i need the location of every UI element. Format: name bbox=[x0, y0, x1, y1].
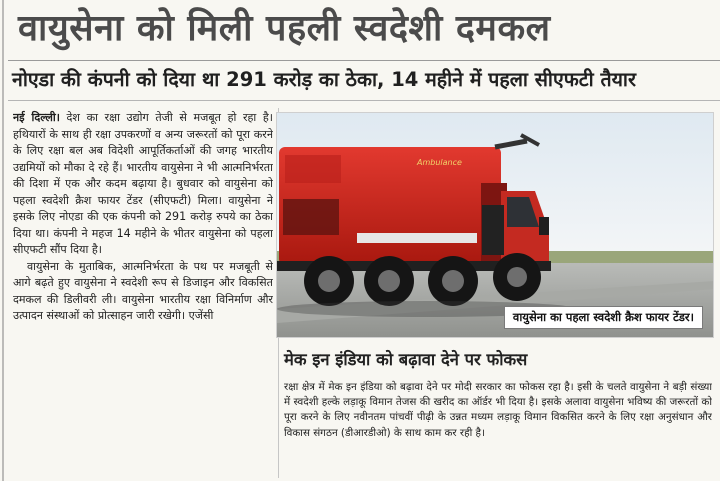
article-paragraph-2 bbox=[13, 259, 273, 325]
fire-tender-photo bbox=[276, 112, 714, 338]
fire-tender-illustration bbox=[277, 113, 714, 338]
sidebar-text: रक्षा क्षेत्र में मेक इन इंडिया को बढ़ावा देने पर मोदी सरकार का फोकस रहा है। इसी के चलते वायुसेना ने बड़ी संख्या में स्वदेशी हल्के लड़ाकू विमान तेजस की खरीद का ऑर्डर भी दिया है। इसके अलावा वायुसेना भविष्य की जरूरतों को पूरा करने के लिए नवीनतम पांचवीं पीढ़ी के उन्नत मध्यम लड़ाकू विमान विकसित करने के लिए रक्षा अनुसंधान और विकास संगठन (डीआरडीओ) के साथ काम कर रही है। bbox=[284, 381, 712, 439]
subheadline-divider bbox=[8, 100, 720, 101]
headline-divider bbox=[8, 60, 720, 61]
sidebar-box bbox=[280, 342, 716, 474]
headline: वायुसेना को मिली पहली स्वदेशी दमकल bbox=[18, 8, 551, 49]
photo-caption: वायुसेना का पहला स्वदेशी क्रैश फायर टेंडर। bbox=[504, 306, 703, 329]
svg-text:Ambulance: Ambulance bbox=[417, 158, 462, 167]
article-paragraph-1 bbox=[13, 110, 273, 259]
subheadline: नोएडा की कंपनी को दिया था 291 करोड़ का ठेका, 14 महीने में पहला सीएफटी तैयार bbox=[12, 68, 636, 91]
agency-credit: एजेंसी bbox=[188, 309, 214, 322]
paragraph-1-text: देश का रक्षा उद्योग तेजी से मजबूत हो रहा है। हथियारों के साथ ही रक्षा उपकरणों व अन्य जरूरतों को पूरा करने के लिए रक्षा बल अब विदेशी आपूर्तिकर्ताओं की जगह भारतीय उद्यमियों को मौका दे रहे हैं। भारतीय वायुसेना ने भी आत्मनिर्भरता की दिशा में एक और कदम बढ़ाया है। बुधवार को वायुसेना को पहला स्वदेशी क्रैश फायर टेंडर (सीएफटी) मिला। वायुसेना ने इसके लिए नोएडा की एक कंपनी को 291 करोड़ रुपये का ठेका दिया था। कंपनी ने महज 14 महीने के भीतर वायुसेना को पहला सीएफटी सौंप दिया है। bbox=[13, 111, 273, 256]
page-edge-rule bbox=[2, 0, 4, 481]
sidebar-title: मेक इन इंडिया को बढ़ावा देने पर फोकस bbox=[284, 350, 528, 369]
dateline: नई दिल्ली। bbox=[13, 111, 60, 124]
article-body bbox=[13, 110, 273, 480]
paragraph-2-text: वायुसेना के मुताबिक, आत्मनिर्भरता के पथ पर मजबूती से आगे बढ़ते हुए वायुसेना ने स्वदेशी रूप से डिजाइन और विकसित दमकल की डिलीवरी ली। वायुसेना भारतीय रक्षा विनिर्माण और उत्पादन संस्थाओं को प्रोत्साहन जारी रखेगी। bbox=[13, 259, 273, 322]
